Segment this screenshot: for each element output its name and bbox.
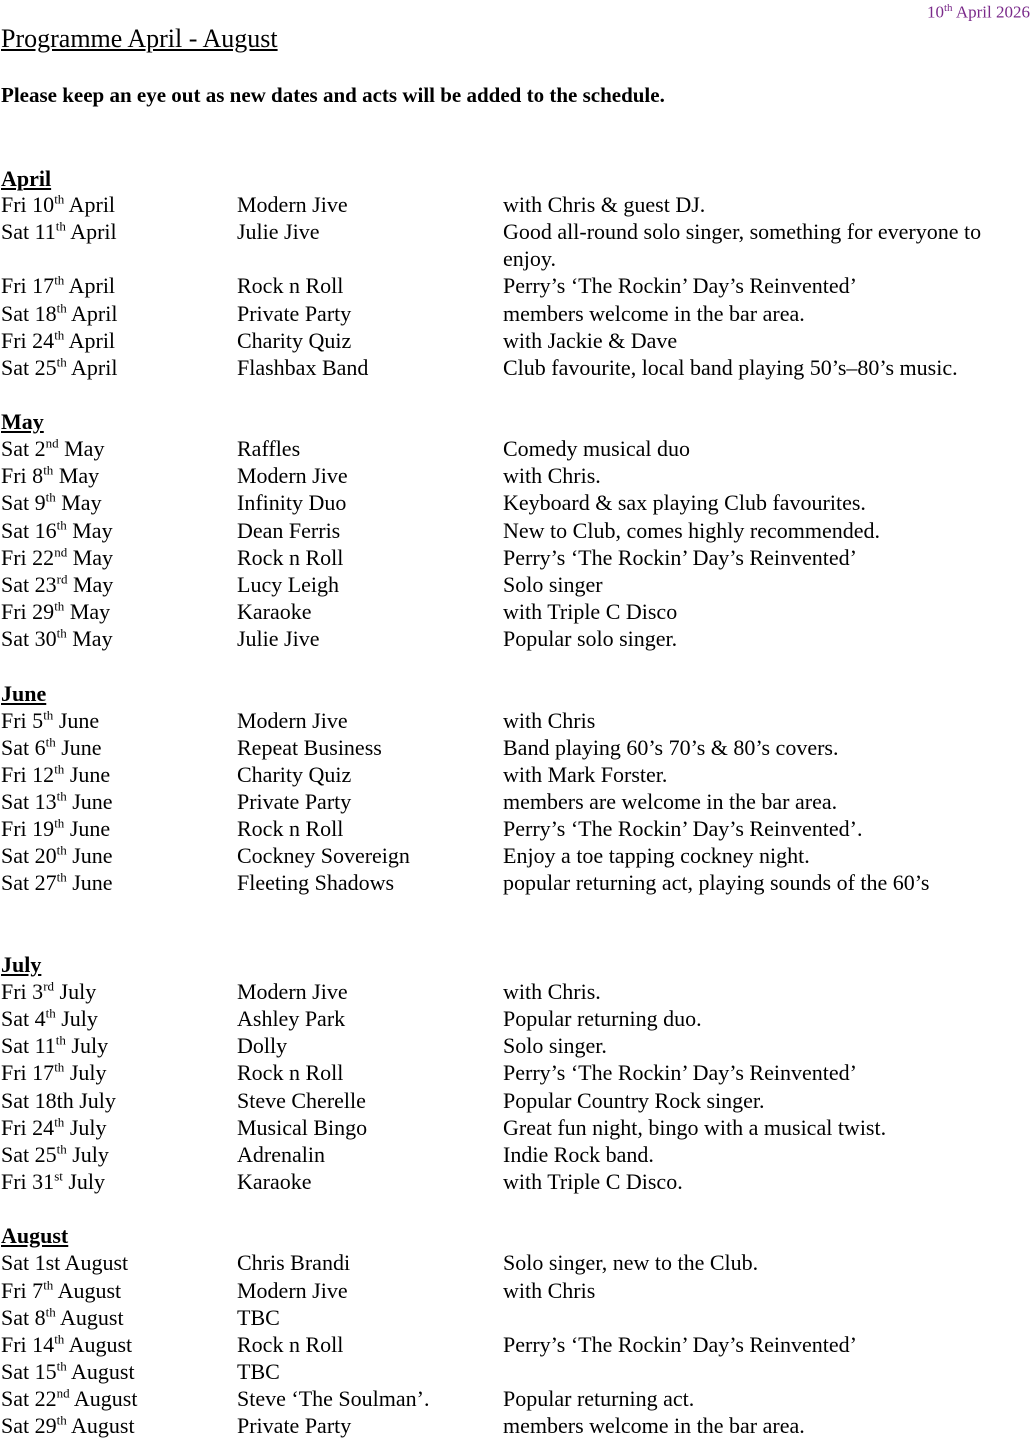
event-date: Sat 9th May [1,489,102,515]
event-row [0,625,1030,652]
event-act: Rock n Roll [237,816,344,841]
event-date: Fri 24th April [1,327,116,353]
event-note: Indie Rock band. [503,1142,654,1167]
event-date: Sat 13th June [1,788,113,814]
event-row [0,1141,1030,1168]
event-note: with Mark Forster. [503,762,668,787]
schedule-notice: Please keep an eye out as new dates and acts will be added to the schedule. [1,83,665,107]
event-row [0,1358,1030,1385]
event-note: New to Club, comes highly recommended. [503,518,880,543]
event-row [0,869,1030,896]
event-date: Sat 11th April [1,218,117,244]
event-row [0,1412,1030,1439]
event-note: Enjoy a toe tapping cockney night. [503,843,810,868]
event-row [0,734,1030,761]
event-act: TBC [237,1359,280,1384]
event-row [0,1277,1030,1304]
event-row [0,1249,1030,1276]
event-row [0,489,1030,516]
event-act: Charity Quiz [237,328,352,353]
event-act: Lucy Leigh [237,572,340,597]
event-note: with Jackie & Dave [503,328,678,353]
event-act: Julie Jive [237,219,320,244]
event-act: Karaoke [237,599,312,624]
event-date: Sat 2nd May [1,435,105,461]
event-act: Modern Jive [237,192,348,217]
event-date: Sat 6th June [1,734,102,760]
event-date: Fri 12th June [1,761,111,787]
event-act: Dean Ferris [237,518,341,543]
event-date: Fri 22nd May [1,544,114,570]
event-date: Sat 29th August [1,1412,135,1438]
event-date: Sat 30th May [1,625,113,651]
event-row [0,544,1030,571]
event-row [0,517,1030,544]
event-note: Popular Country Rock singer. [503,1088,765,1113]
document-date: 10th April 2026 [926,2,1030,22]
event-note: Good all-round solo singer, something for everyone to enjoy. [503,219,982,271]
event-act: Repeat Business [237,735,382,760]
event-row [0,1087,1030,1114]
event-row [0,272,1030,299]
event-note: Solo singer. [503,1033,607,1058]
event-date: Sat 22nd August [1,1385,138,1411]
event-date: Sat 16th May [1,517,113,543]
event-date: Sat 25th July [1,1141,109,1167]
event-act: Ashley Park [237,1006,346,1031]
event-act: Flashbax Band [237,355,369,380]
event-note: Comedy musical duo [503,436,690,461]
event-act: Steve Cherelle [237,1088,366,1113]
event-date: Fri 14th August [1,1331,133,1357]
event-act: Charity Quiz [237,762,352,787]
month-heading-april: April [1,166,52,191]
event-note: with Chris [503,708,596,733]
event-date: Fri 5th June [1,707,100,733]
event-act: Julie Jive [237,626,320,651]
event-act: Rock n Roll [237,273,344,298]
event-act: Rock n Roll [237,545,344,570]
event-date: Sat 4th July [1,1005,98,1031]
event-row [0,707,1030,734]
event-date: Sat 18th July [1,1088,116,1113]
event-date: Sat 27th June [1,869,113,895]
event-act: Musical Bingo [237,1115,368,1140]
event-note: Perry’s ‘The Rockin’ Day’s Reinvented’ [503,1060,857,1085]
event-note: Band playing 60’s 70’s & 80’s covers. [503,735,839,760]
event-date: Fri 3rd July [1,978,97,1004]
event-note: with Chris & guest DJ. [503,192,706,217]
event-note: with Chris. [503,463,601,488]
event-row [0,435,1030,462]
event-date: Fri 10th April [1,191,116,217]
event-note: popular returning act, playing sounds of the 60’s [503,870,930,895]
event-row [0,1114,1030,1141]
event-note: Popular returning duo. [503,1006,702,1031]
month-heading-june: June [1,681,47,706]
event-row [0,761,1030,788]
event-row [0,327,1030,354]
event-note: with Triple C Disco [503,599,678,624]
event-act: Infinity Duo [237,490,347,515]
event-note: Popular solo singer. [503,626,678,651]
event-note: members welcome in the bar area. [503,1413,805,1438]
event-date: Fri 17th July [1,1059,107,1085]
event-date: Sat 11th July [1,1032,109,1058]
event-note: Popular returning act. [503,1386,695,1411]
event-date: Sat 15th August [1,1358,135,1384]
event-date: Sat 25th April [1,354,118,380]
event-act: Modern Jive [237,979,348,1004]
event-act: Cockney Sovereign [237,843,410,868]
event-act: Private Party [237,789,352,814]
event-note: Keyboard & sax playing Club favourites. [503,490,866,515]
event-row [0,571,1030,598]
event-date: Fri 29th May [1,598,111,624]
event-row [0,1168,1030,1195]
event-row [0,1331,1030,1358]
event-row [0,354,1030,381]
event-act: Steve ‘The Soulman’. [237,1386,430,1411]
event-date: Fri 17th April [1,272,116,298]
event-act: Rock n Roll [237,1060,344,1085]
event-note: Perry’s ‘The Rockin’ Day’s Reinvented’ [503,1332,857,1357]
event-row [0,191,1030,218]
event-row [0,1304,1030,1331]
event-note: Perry’s ‘The Rockin’ Day’s Reinvented’ [503,545,857,570]
event-act: Modern Jive [237,708,348,733]
event-note: Perry’s ‘The Rockin’ Day’s Reinvented’. [503,816,863,841]
event-row [0,842,1030,869]
event-row [0,218,1030,271]
event-date: Sat 18th April [1,300,118,326]
event-date: Fri 8th May [1,462,100,488]
event-date: Sat 20th June [1,842,113,868]
event-act: Dolly [237,1033,288,1058]
event-note: members are welcome in the bar area. [503,789,838,814]
event-row [0,1032,1030,1059]
month-heading-may: May [1,409,44,434]
event-date: Fri 24th July [1,1114,107,1140]
event-row [0,1005,1030,1032]
event-date: Sat 8th August [1,1304,124,1330]
event-act: Fleeting Shadows [237,870,395,895]
event-act: Adrenalin [237,1142,325,1167]
month-heading-july: July [1,952,42,977]
event-row [0,978,1030,1005]
month-heading-august: August [1,1223,69,1248]
event-act: Private Party [237,1413,352,1438]
event-date: Fri 31st July [1,1168,106,1194]
event-date: Sat 1st August [1,1250,129,1275]
event-note: with Chris [503,1278,596,1303]
event-row [0,1059,1030,1086]
event-row [0,815,1030,842]
event-act: Rock n Roll [237,1332,344,1357]
event-act: Karaoke [237,1169,312,1194]
event-note: Great fun night, bingo with a musical twist. [503,1115,887,1140]
event-note: Solo singer [503,572,603,597]
event-note: with Triple C Disco. [503,1169,683,1194]
event-act: Modern Jive [237,1278,348,1303]
event-row [0,788,1030,815]
event-row [0,462,1030,489]
event-date: Sat 23rd May [1,571,114,597]
event-act: Modern Jive [237,463,348,488]
page-title: Programme April - August [1,24,278,53]
event-act: TBC [237,1305,280,1330]
event-note: members welcome in the bar area. [503,301,805,326]
event-act: Chris Brandi [237,1250,351,1275]
event-row [0,300,1030,327]
event-date: Fri 7th August [1,1277,122,1303]
event-note: with Chris. [503,979,601,1004]
event-row [0,1385,1030,1412]
event-note: Solo singer, new to the Club. [503,1250,759,1275]
event-note: Perry’s ‘The Rockin’ Day’s Reinvented’ [503,273,857,298]
event-act: Private Party [237,301,352,326]
event-date: Fri 19th June [1,815,111,841]
event-note: Club favourite, local band playing 50’s–80’s music. [503,355,958,380]
event-row [0,598,1030,625]
event-act: Raffles [237,436,301,461]
